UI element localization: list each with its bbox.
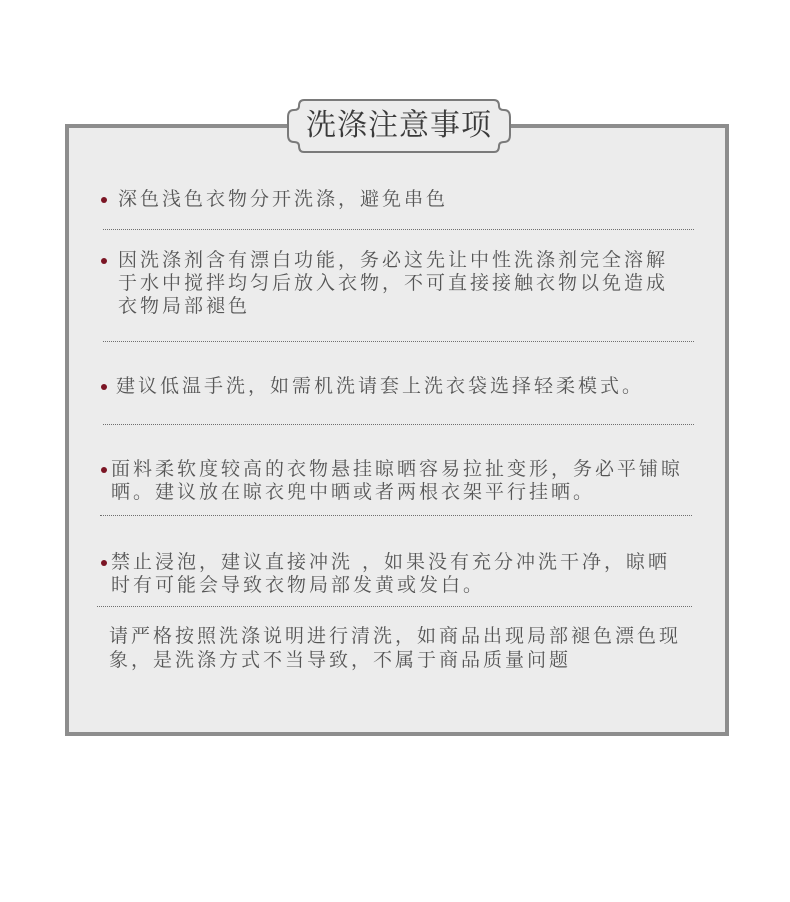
dotted-divider	[103, 229, 694, 230]
bullet-icon	[101, 560, 107, 566]
bullet-icon	[101, 467, 107, 473]
bullet-icon	[101, 197, 107, 203]
dotted-divider	[97, 606, 692, 607]
title-badge	[286, 98, 512, 154]
care-item-3: 建议低温手洗，如需机洗请套上洗衣袋选择轻柔模式。	[116, 375, 645, 397]
care-item-4: 面料柔软度较高的衣物悬挂晾晒容易拉扯变形，务必平铺晾晒。建议放在晾衣兜中晒或者两根衣架平行挂晒。	[111, 458, 684, 503]
dotted-divider	[103, 424, 694, 425]
care-item-2: 因洗涤剂含有漂白功能，务必这先让中性洗涤剂完全溶解于水中搅拌均匀后放入衣物，不可直接接触衣物以免造成衣物局部褪色	[118, 249, 669, 317]
bullet-icon	[101, 258, 107, 264]
dotted-divider	[100, 515, 692, 516]
care-item-5: 禁止浸泡，建议直接冲洗 ，如果没有充分冲洗干净，晾晒时有可能会导致衣物局部发黄或发白。	[111, 551, 671, 596]
page-title: 洗涤注意事项	[306, 108, 492, 143]
dotted-divider	[103, 341, 694, 342]
bullet-icon	[101, 384, 107, 390]
care-item-1: 深色浅色衣物分开洗涤，避免串色	[118, 188, 449, 210]
quality-note: 请严格按照洗涤说明进行清洗，如商品出现局部褪色漂色现象，是洗涤方式不当导致，不属于商品质量问题	[109, 625, 682, 671]
